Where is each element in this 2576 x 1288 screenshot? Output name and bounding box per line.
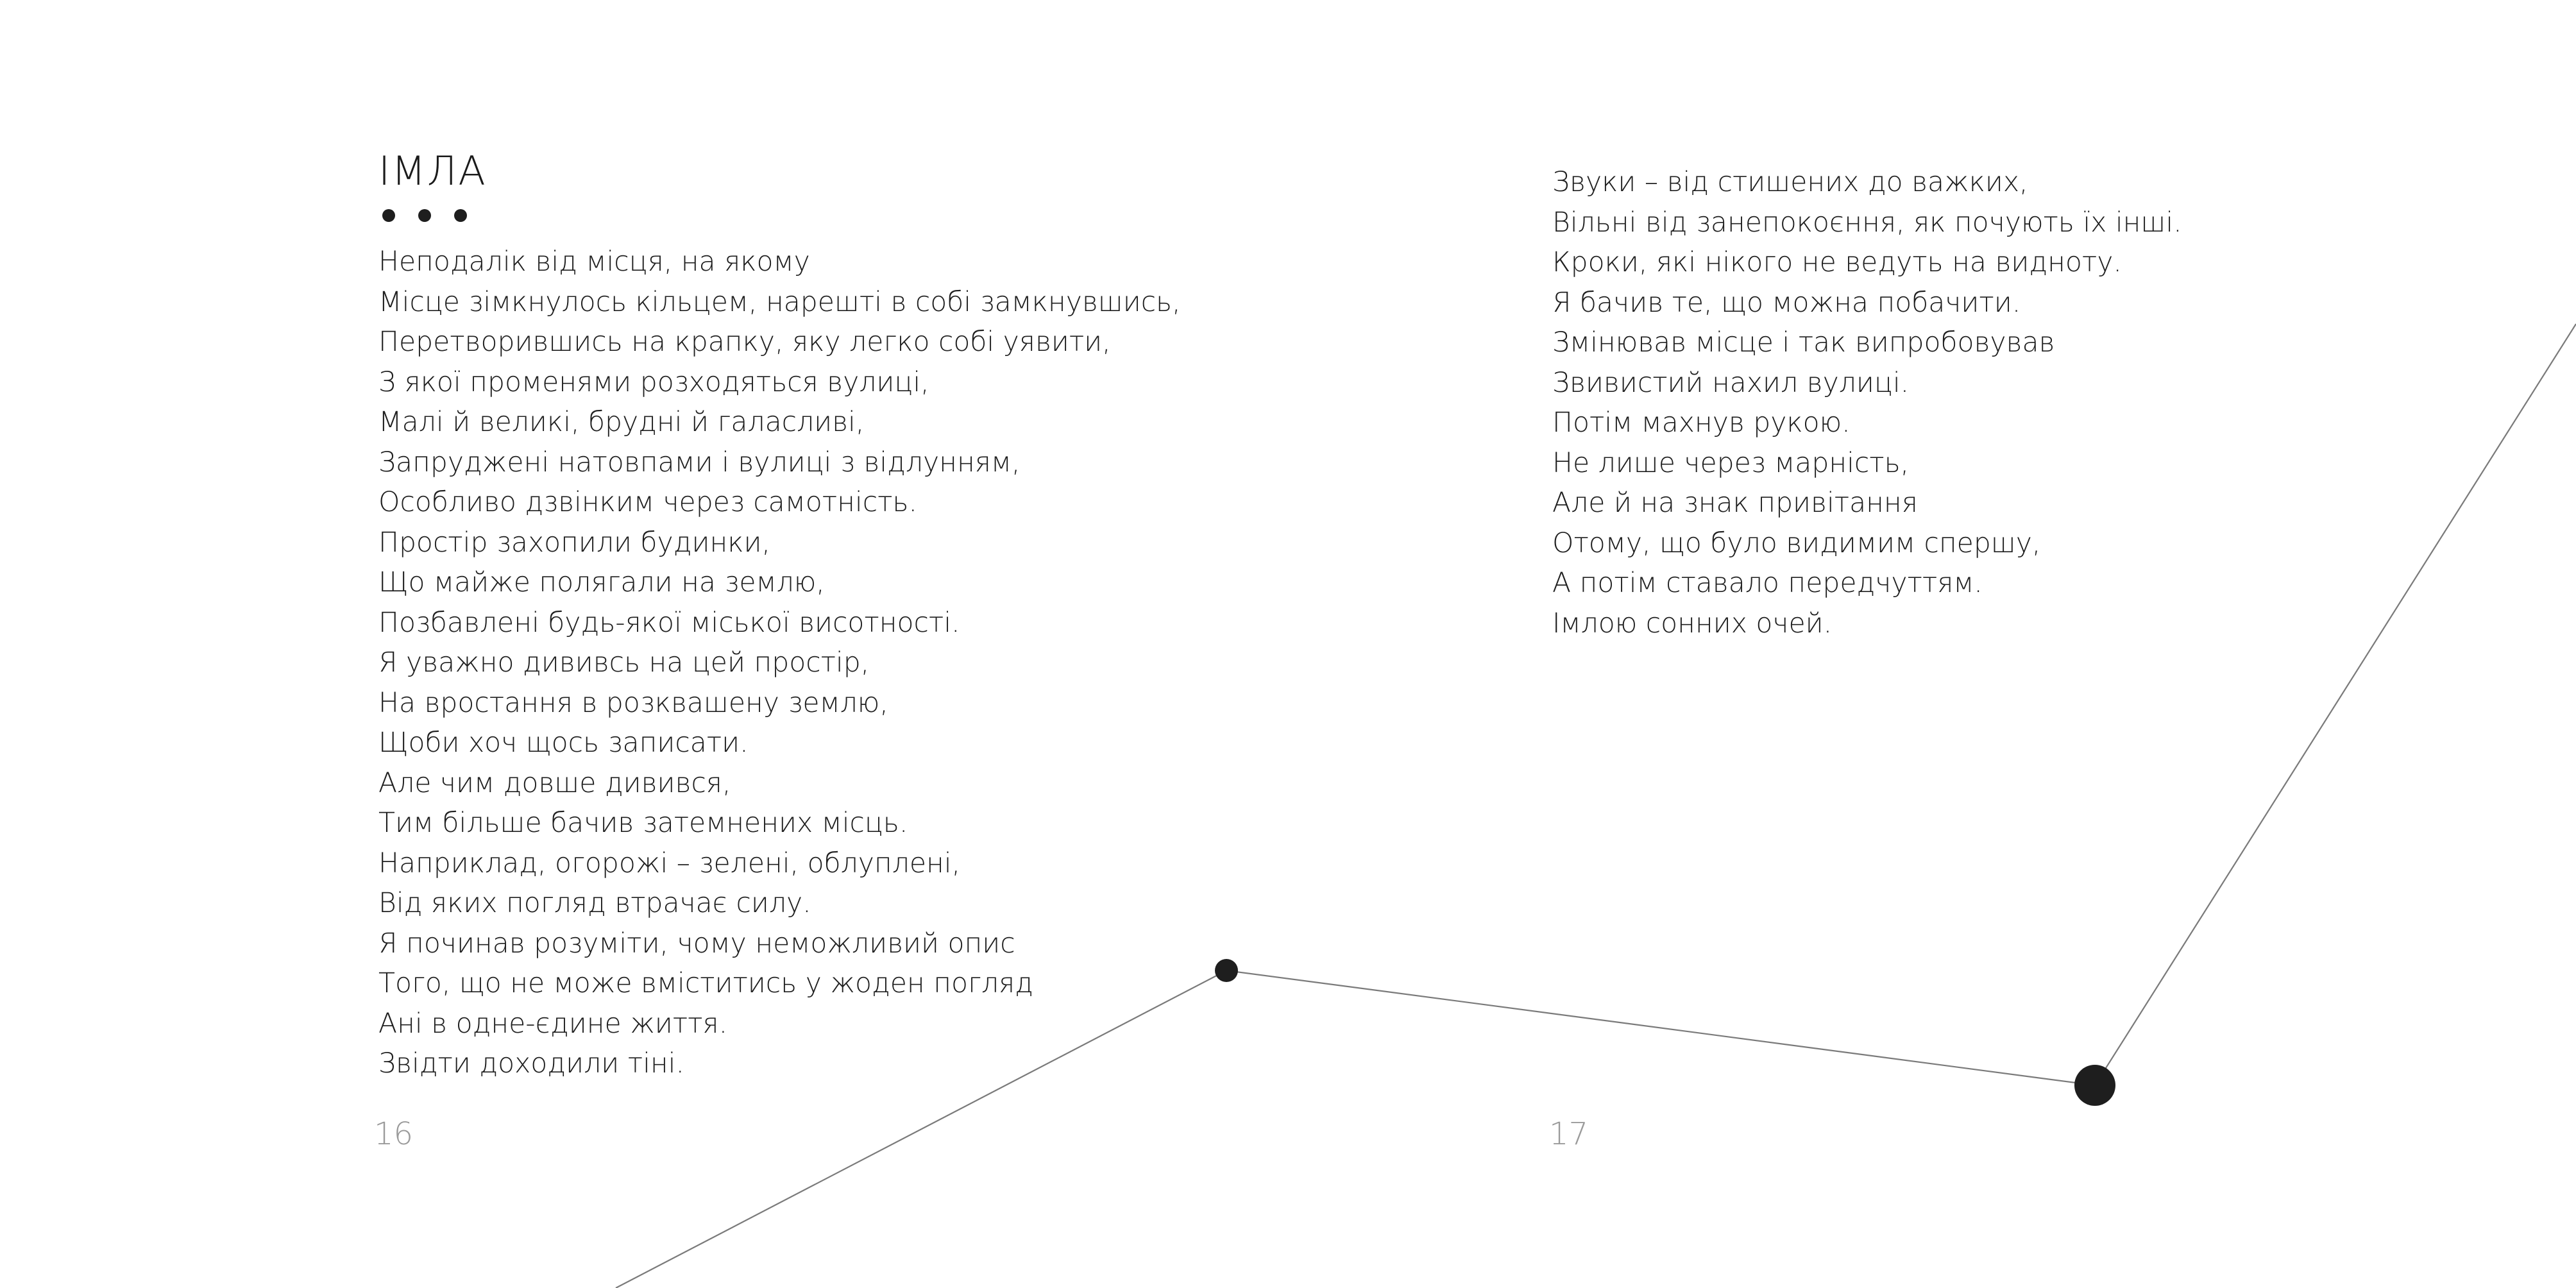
- poem-line: Не лише через марність,: [1552, 447, 1910, 479]
- poem-line: Змінював місце і так випробовував: [1552, 327, 2055, 359]
- poem-line: Позбавлені будь-якої міської висотності.: [378, 607, 960, 639]
- poem-line: Малі й великі, брудні й галасливі,: [378, 407, 865, 438]
- poem-line: Я починав розуміти, чому неможливий опис: [378, 928, 1015, 960]
- poem-line: З якої променями розходяться вулиці,: [378, 366, 929, 398]
- poem-stanza-left: [378, 242, 1181, 1085]
- poem-line: Звуки – від стишених до важких,: [1552, 167, 2028, 198]
- page-number-right: 17: [1549, 1116, 1589, 1152]
- ellipsis-dots-icon: [381, 208, 471, 223]
- poem-line: Імлою сонних очей.: [1552, 607, 1833, 640]
- poem-line: Вільні від занепокоєння, як почують їх інші.: [1552, 207, 2182, 239]
- poem-line: Особливо дзвінким через самотність.: [378, 487, 917, 518]
- poem-line: Я уважно дививсь на цей простір,: [378, 647, 870, 679]
- poem-line: Наприклад, огорожі – зелені, облуплені,: [378, 847, 961, 879]
- poem-line: Простір захопили будинки,: [378, 527, 770, 559]
- node-dot-large: [2074, 1065, 2115, 1106]
- poem-line: Запруджені натовпами і вулиці з відлунням,: [378, 446, 1021, 479]
- poem-line: Що майже полягали на землю,: [378, 567, 825, 598]
- poem-line: А потім ставало передчуттям.: [1552, 568, 1983, 599]
- poem-line: Але й на знак привітання: [1552, 487, 1918, 519]
- poem-line: Звідти доходили тіні.: [378, 1048, 684, 1080]
- poem-title: ІМЛА: [378, 148, 487, 194]
- poem-line: Щоби хоч щось записати.: [378, 727, 749, 759]
- poem-line: Кроки, які нікого не ведуть на видноту.: [1552, 247, 2122, 278]
- poem-line: На вростання в розквашену землю,: [378, 687, 888, 719]
- poem-line: Але чим довше дивився,: [378, 767, 731, 799]
- poem-line: Я бачив те, що можна побачити.: [1552, 287, 2021, 319]
- poem-line: Тим більше бачив затемнених місць.: [378, 808, 908, 839]
- poem-line: Неподалік від місця, на якому: [378, 246, 810, 278]
- poem-line: Місце зімкнулось кільцем, нарешті в собі замкнувшись,: [378, 286, 1181, 318]
- poem-line: Потім махнув рукою.: [1552, 407, 1851, 439]
- poem-line: Перетворившись на крапку, яку легко собі уявити,: [378, 326, 1111, 358]
- poem-line: Від яких погляд втрачає силу.: [378, 888, 811, 919]
- node-dot-small: [1215, 959, 1238, 982]
- page-number-left: 16: [374, 1116, 414, 1152]
- poem-line: Звивистий нахил вулиці.: [1552, 367, 1910, 399]
- poem-line: Того, що не може вміститись у жоден погляд: [378, 968, 1033, 999]
- poem-line: Отому, що було видимим спершу,: [1552, 527, 2041, 559]
- poem-line: Ані в одне-єдине життя.: [378, 1008, 728, 1040]
- poem-stanza-right: [1552, 163, 2182, 644]
